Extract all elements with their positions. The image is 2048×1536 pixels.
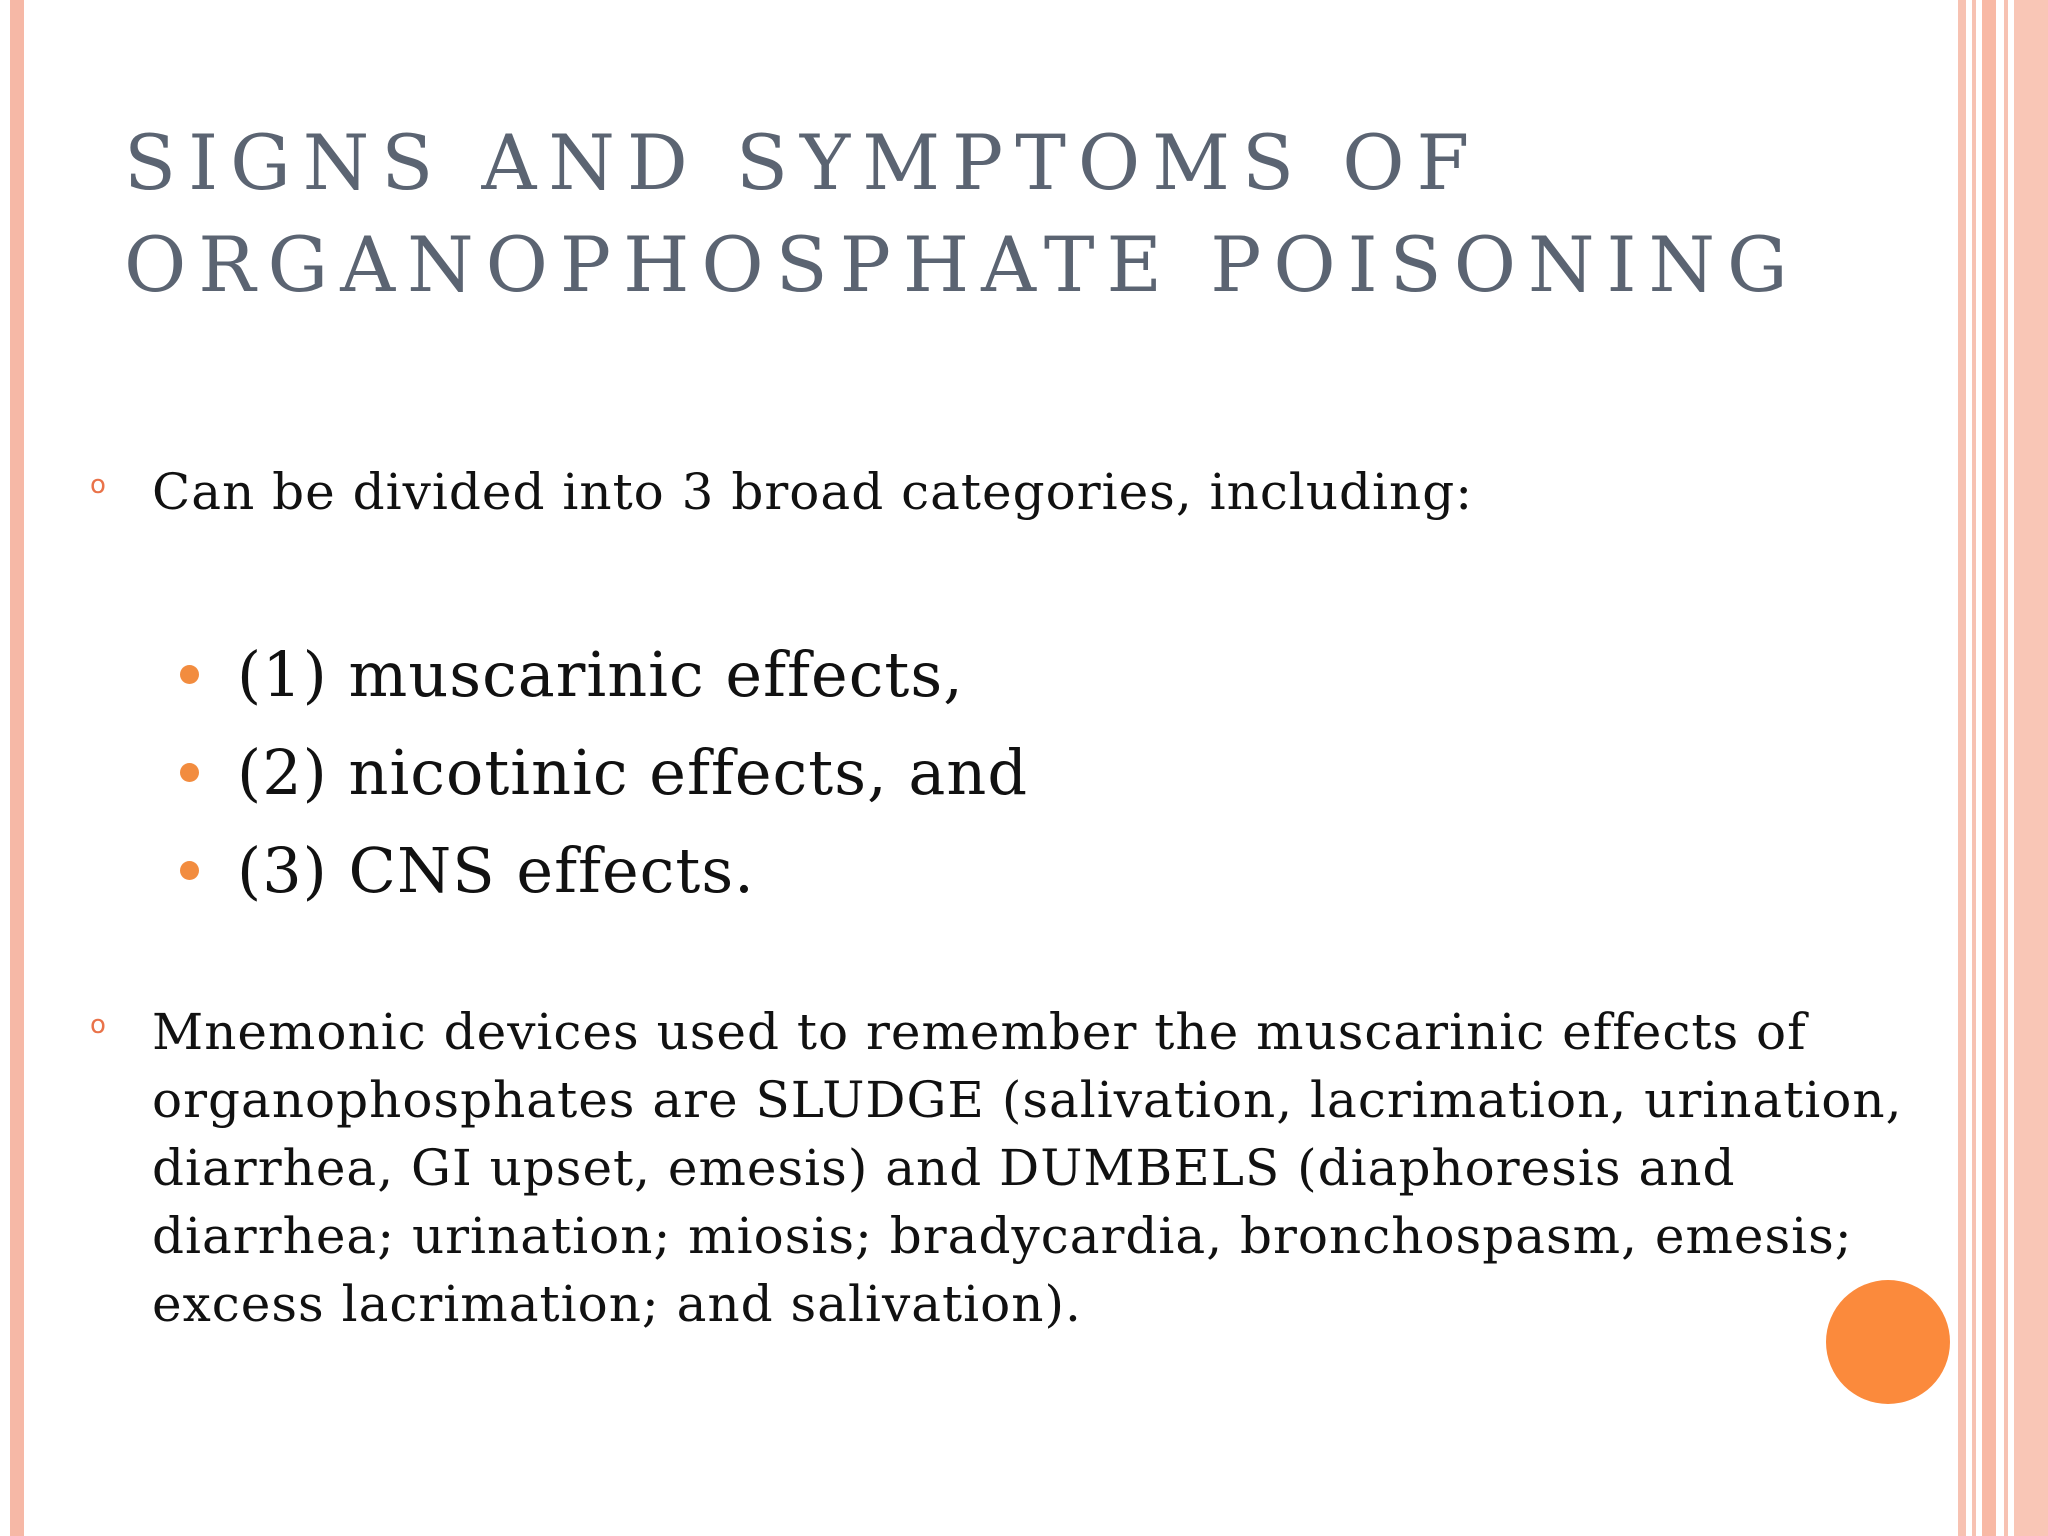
right-border-stripe	[1972, 0, 1976, 1536]
categories-list	[172, 625, 1028, 919]
category-nicotinic: (2) nicotinic effects, and	[237, 735, 1029, 809]
category-muscarinic: (1) muscarinic effects,	[237, 637, 964, 711]
orange-dot-bullet-icon	[180, 763, 199, 782]
bullet-text-categories: Can be divided into 3 broad categories, including:	[152, 463, 1474, 521]
category-cns: (3) CNS effects.	[237, 833, 755, 907]
orange-circle-decoration	[1826, 1280, 1950, 1404]
list-item	[172, 723, 1028, 821]
orange-dot-bullet-icon	[180, 861, 199, 880]
right-border-stripe	[2004, 0, 2008, 1536]
bullet-text-mnemonics: Mnemonic devices used to remember the muscarinic effects of organophosphates are SLUDGE (salivation, lacrimation, urination, diarrhea, GI upset, emesis) and DUMBELS (diaphoresis and diarrhea; urination; miosis; bradycardia, bronchospasm, emesis; excess lacrimation; and salivation).	[152, 1003, 1903, 1333]
orange-dot-bullet-icon	[180, 665, 199, 684]
hollow-o-bullet-icon: o	[90, 470, 106, 500]
hollow-o-bullet-icon: o	[90, 1010, 106, 1040]
right-border-stripe	[1982, 0, 1996, 1536]
slide-title: SIGNS AND SYMPTOMS OF ORGANOPHOSPHATE POISONING	[124, 118, 1800, 309]
list-item	[172, 625, 1028, 723]
right-border-stripe	[1958, 0, 1966, 1536]
list-item	[172, 821, 1028, 919]
right-border-stripe	[2014, 0, 2048, 1536]
left-border-bar	[10, 0, 24, 1536]
